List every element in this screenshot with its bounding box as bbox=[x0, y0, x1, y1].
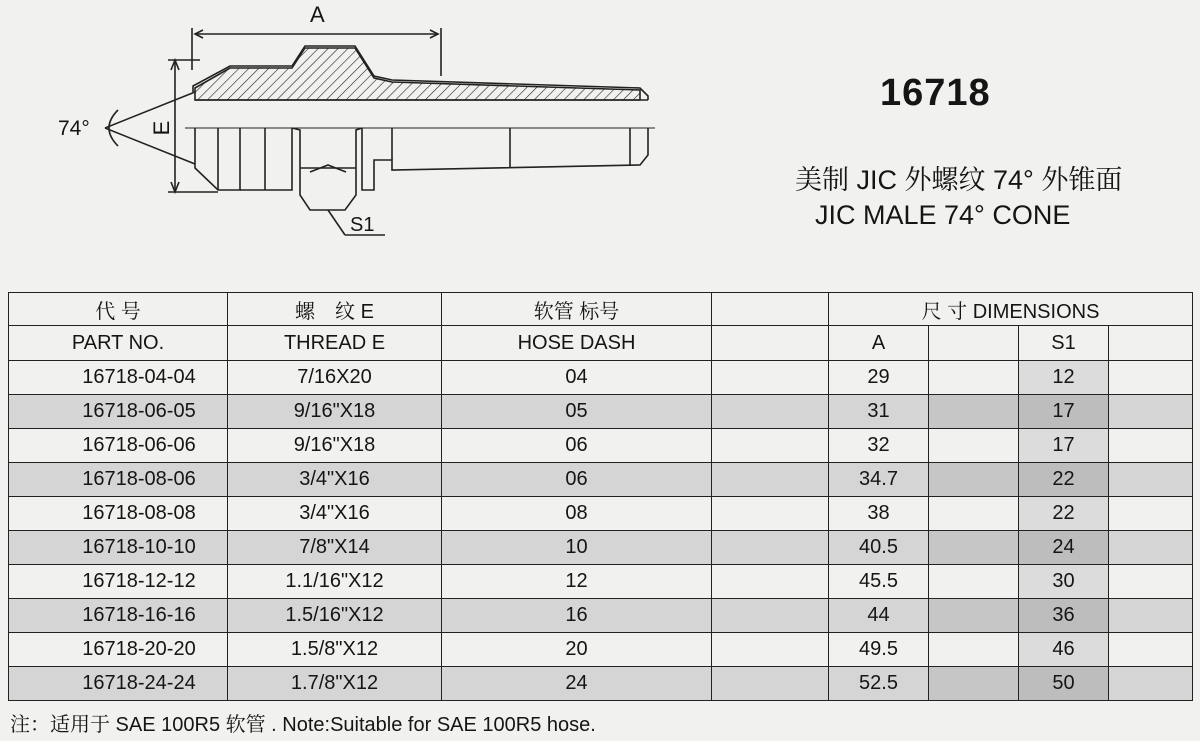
dim-s1-cell: 24 bbox=[1019, 531, 1109, 565]
table-row bbox=[9, 429, 1193, 463]
part-number-cell: 16718-06-05 bbox=[9, 395, 228, 429]
hose-dash-cell: 12 bbox=[442, 565, 712, 599]
dim-a-label: A bbox=[310, 2, 325, 27]
dim-a-cell: 45.5 bbox=[829, 565, 929, 599]
part-number-cell: 16718-24-24 bbox=[9, 667, 228, 701]
hose-dash-cell: 20 bbox=[442, 633, 712, 667]
dim-s1-cell: 22 bbox=[1019, 463, 1109, 497]
blank-cell bbox=[929, 565, 1019, 599]
table-row bbox=[9, 531, 1193, 565]
header-thread-en: THREAD E bbox=[228, 326, 442, 361]
part-number-cell: 16718-10-10 bbox=[9, 531, 228, 565]
part-number-cell: 16718-04-04 bbox=[9, 361, 228, 395]
blank-cell bbox=[1109, 633, 1193, 667]
header-s1: S1 bbox=[1019, 326, 1109, 361]
product-name-en: JIC MALE 74° CONE bbox=[815, 200, 1071, 230]
spec-table bbox=[8, 292, 1193, 701]
hose-dash-cell: 06 bbox=[442, 429, 712, 463]
blank-cell bbox=[712, 429, 829, 463]
thread-cell: 1.5/8"X12 bbox=[228, 633, 442, 667]
table-row bbox=[9, 395, 1193, 429]
dim-s1-label: S1 bbox=[350, 214, 375, 236]
dim-a-cell: 49.5 bbox=[829, 633, 929, 667]
hose-dash-cell: 08 bbox=[442, 497, 712, 531]
blank-cell bbox=[929, 395, 1019, 429]
part-number-cell: 16718-12-12 bbox=[9, 565, 228, 599]
thread-cell: 3/4"X16 bbox=[228, 463, 442, 497]
table-row bbox=[9, 599, 1193, 633]
part-number-cell: 16718-08-08 bbox=[9, 497, 228, 531]
hose-dash-cell: 04 bbox=[442, 361, 712, 395]
dim-e-label: E bbox=[149, 120, 174, 136]
table-row bbox=[9, 497, 1193, 531]
part-number-cell: 16718-06-06 bbox=[9, 429, 228, 463]
header-blank bbox=[1109, 326, 1193, 361]
blank-cell bbox=[712, 395, 829, 429]
header-a: A bbox=[829, 326, 929, 361]
blank-cell bbox=[1109, 599, 1193, 633]
table-row bbox=[9, 633, 1193, 667]
header-row-en bbox=[9, 326, 1193, 361]
dim-a-cell: 40.5 bbox=[829, 531, 929, 565]
blank-cell bbox=[712, 361, 829, 395]
part-number-cell: 16718-16-16 bbox=[9, 599, 228, 633]
thread-cell: 1.1/16"X12 bbox=[228, 565, 442, 599]
footnote: 注：适用于 SAE 100R5 软管 . Note:Suitable for SAE 100R5 hose. bbox=[10, 714, 596, 736]
dim-a-cell: 44 bbox=[829, 599, 929, 633]
angle-label: 74° bbox=[58, 117, 90, 140]
blank-cell bbox=[712, 463, 829, 497]
dim-s1-cell: 46 bbox=[1019, 633, 1109, 667]
header-hose-en: HOSE DASH bbox=[442, 326, 712, 361]
header-blank bbox=[712, 293, 829, 326]
thread-cell: 3/4"X16 bbox=[228, 497, 442, 531]
dim-a-cell: 34.7 bbox=[829, 463, 929, 497]
blank-cell bbox=[712, 531, 829, 565]
blank-cell bbox=[1109, 565, 1193, 599]
part-number-cell: 16718-20-20 bbox=[9, 633, 228, 667]
hose-dash-cell: 06 bbox=[442, 463, 712, 497]
blank-cell bbox=[929, 463, 1019, 497]
dim-a-cell: 29 bbox=[829, 361, 929, 395]
dim-s1-cell: 22 bbox=[1019, 497, 1109, 531]
header-part-cn: 代 号 bbox=[9, 293, 228, 326]
hose-dash-cell: 24 bbox=[442, 667, 712, 701]
fitting-drawing bbox=[0, 0, 700, 290]
part-number-title: 16718 bbox=[880, 72, 991, 114]
dim-s1-cell: 50 bbox=[1019, 667, 1109, 701]
header-part-en: PART NO. bbox=[9, 326, 228, 361]
blank-cell bbox=[712, 497, 829, 531]
blank-cell bbox=[1109, 497, 1193, 531]
blank-cell bbox=[712, 633, 829, 667]
header-thread-cn: 螺 纹 E bbox=[228, 293, 442, 326]
table-row bbox=[9, 565, 1193, 599]
hose-dash-cell: 16 bbox=[442, 599, 712, 633]
dim-a-cell: 38 bbox=[829, 497, 929, 531]
blank-cell bbox=[929, 497, 1019, 531]
dim-s1-cell: 36 bbox=[1019, 599, 1109, 633]
thread-cell: 1.7/8"X12 bbox=[228, 667, 442, 701]
dim-s1-cell: 17 bbox=[1019, 429, 1109, 463]
hose-dash-cell: 05 bbox=[442, 395, 712, 429]
header-hose-cn: 软管 标号 bbox=[442, 293, 712, 326]
blank-cell bbox=[1109, 463, 1193, 497]
blank-cell bbox=[929, 667, 1019, 701]
thread-cell: 9/16"X18 bbox=[228, 395, 442, 429]
header-row-cn bbox=[9, 293, 1193, 326]
table-row bbox=[9, 361, 1193, 395]
hose-dash-cell: 10 bbox=[442, 531, 712, 565]
dim-a-cell: 31 bbox=[829, 395, 929, 429]
blank-cell bbox=[712, 565, 829, 599]
dim-s1-cell: 17 bbox=[1019, 395, 1109, 429]
blank-cell bbox=[712, 667, 829, 701]
table-row bbox=[9, 667, 1193, 701]
blank-cell bbox=[1109, 429, 1193, 463]
blank-cell bbox=[712, 599, 829, 633]
dim-a-cell: 32 bbox=[829, 429, 929, 463]
blank-cell bbox=[1109, 667, 1193, 701]
dim-a-cell: 52.5 bbox=[829, 667, 929, 701]
table-row bbox=[9, 463, 1193, 497]
blank-cell bbox=[1109, 531, 1193, 565]
thread-cell: 9/16"X18 bbox=[228, 429, 442, 463]
dim-s1-cell: 12 bbox=[1019, 361, 1109, 395]
blank-cell bbox=[929, 361, 1019, 395]
blank-cell bbox=[929, 599, 1019, 633]
thread-cell: 7/8"X14 bbox=[228, 531, 442, 565]
blank-cell bbox=[1109, 361, 1193, 395]
blank-cell bbox=[929, 531, 1019, 565]
blank-cell bbox=[1109, 395, 1193, 429]
header-blank bbox=[712, 326, 829, 361]
blank-cell bbox=[929, 429, 1019, 463]
header-dimensions: 尺 寸 DIMENSIONS bbox=[829, 293, 1193, 326]
thread-cell: 1.5/16"X12 bbox=[228, 599, 442, 633]
header-blank bbox=[929, 326, 1019, 361]
part-number-cell: 16718-08-06 bbox=[9, 463, 228, 497]
dim-s1-cell: 30 bbox=[1019, 565, 1109, 599]
product-name-cn: 美制 JIC 外螺纹 74° 外锥面 bbox=[795, 165, 1123, 195]
thread-cell: 7/16X20 bbox=[228, 361, 442, 395]
blank-cell bbox=[929, 633, 1019, 667]
